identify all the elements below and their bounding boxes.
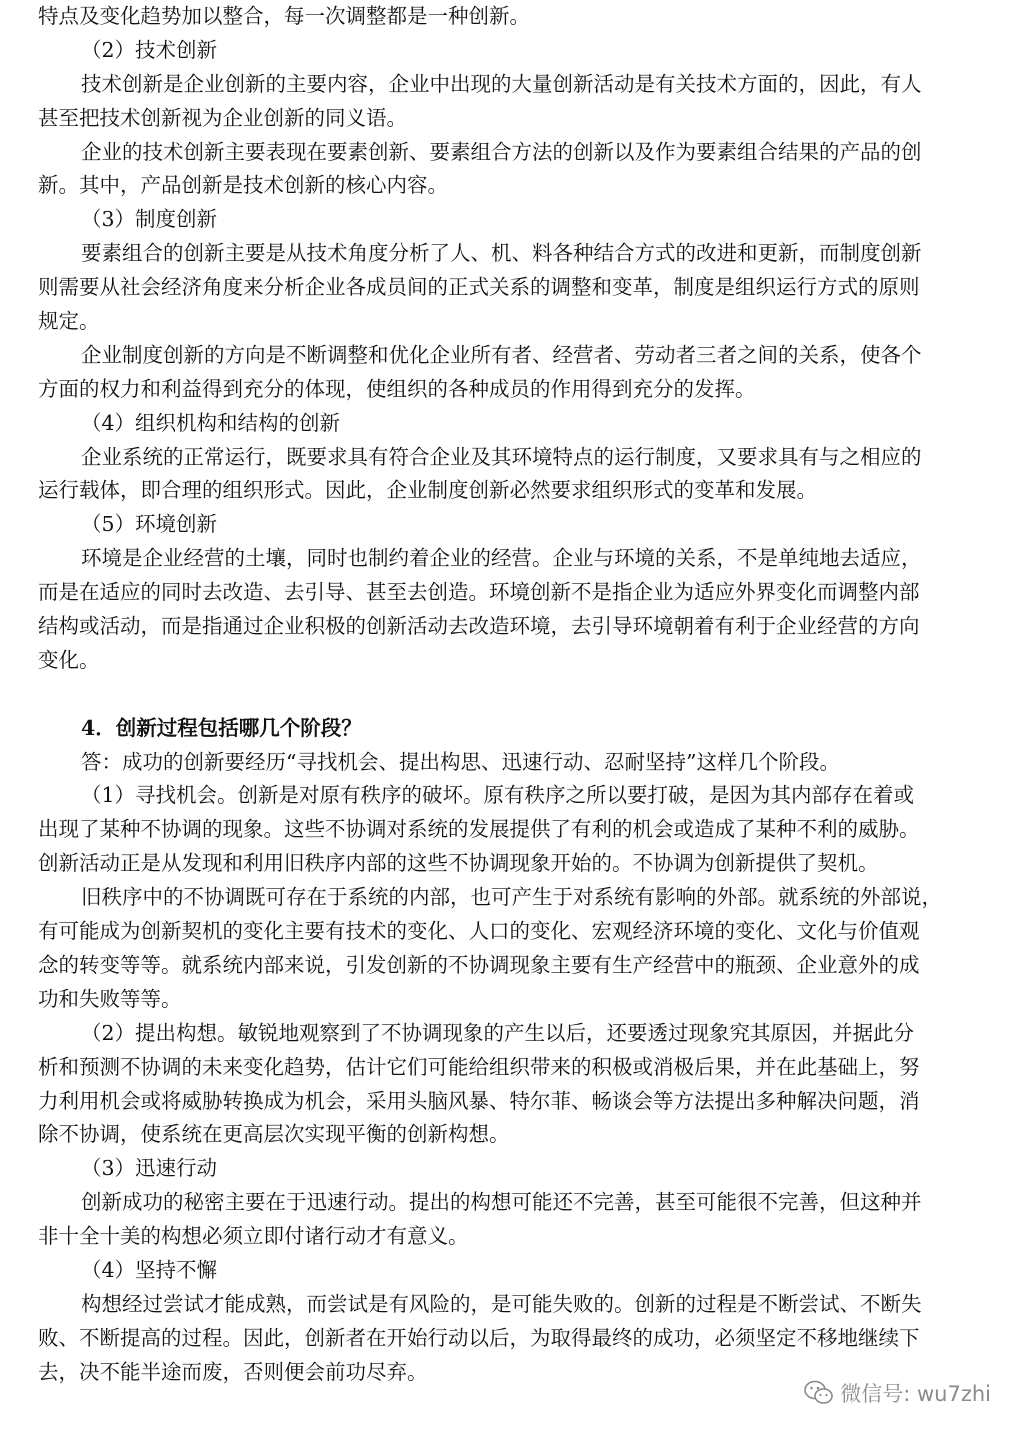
text-line: （3）制度创新 (81, 207, 218, 232)
text-line: （4）坚持不懈 (81, 1257, 218, 1282)
text-line: 创新成功的秘密主要在于迅速行动。提出的构想可能还不完善，甚至可能很不完善，但这种并 (81, 1190, 922, 1215)
question-heading: 4．创新过程包括哪几个阶段？ (81, 715, 362, 740)
wechat-logo-icon (804, 1380, 834, 1406)
text-line: 去，决不能半途而废，否则便会前功尽弃。 (38, 1359, 428, 1384)
text-line: 变化。 (38, 647, 100, 672)
paragraph-gap (38, 678, 983, 712)
text-line: 答：成功的创新要经历“寻找机会、提出构思、迅速行动、忍耐坚持”这样几个阶段。 (81, 749, 840, 774)
text-line: 败、不断提高的过程。因此，创新者在开始行动以后，为取得最终的成功，必须坚定不移地继续下 (38, 1325, 920, 1350)
text-line: 环境是企业经营的土壤，同时也制约着企业的经营。企业与环境的关系，不是单纯地去适应， (81, 546, 922, 571)
text-line: 特点及变化趋势加以整合，每一次调整都是一种创新。 (38, 4, 530, 28)
text-line: 非十全十美的构想必须立即付诸行动才有意义。 (38, 1224, 469, 1249)
text-line: （4）组织机构和结构的创新 (81, 410, 341, 435)
text-line: 要素组合的创新主要是从技术角度分析了人、机、料各种结合方式的改进和更新，而制度创新 (81, 241, 922, 266)
text-line: 规定。 (38, 309, 100, 334)
text-line: 企业制度创新的方向是不断调整和优化企业所有者、经营者、劳动者三者之间的关系，使各个 (81, 342, 922, 367)
text-line: 力利用机会或将威胁转换成为机会，采用头脑风暴、特尔菲、畅谈会等方法提出多种解决问题，消 (38, 1088, 920, 1113)
text-line: 创新活动正是从发现和利用旧秩序内部的这些不协调现象开始的。不协调为创新提供了契机。 (38, 851, 879, 876)
text-line: （1）寻找机会。创新是对原有秩序的破坏。原有秩序之所以要打破，是因为其内部存在着或 (81, 783, 915, 808)
text-line: 而是在适应的同时去改造、去引导、甚至去创造。环境创新不是指企业为适应外界变化而调整内部 (38, 580, 920, 605)
text-line: 技术创新是企业创新的主要内容，企业中出现的大量创新活动是有关技术方面的，因此，有人 (81, 71, 922, 96)
text-line: 除不协调，使系统在更高层次实现平衡的创新构想。 (38, 1122, 510, 1147)
text-line: 功和失败等等。 (38, 986, 182, 1011)
document-page (38, 0, 983, 1390)
text-line: 念的转变等等。就系统内部来说，引发创新的不协调现象主要有生产经营中的瓶颈、企业意外的成 (38, 952, 920, 977)
text-line: 析和预测不协调的未来变化趋势，估计它们可能给组织带来的积极或消极后果，并在此基础上，努 (38, 1054, 920, 1079)
text-line: 甚至把技术创新视为企业创新的同义语。 (38, 105, 407, 130)
text-line: 企业的技术创新主要表现在要素创新、要素组合方法的创新以及作为要素组合结果的产品的创 (81, 139, 922, 164)
text-line: 运行载体，即合理的组织形式。因此，企业制度创新必然要求组织形式的变革和发展。 (38, 478, 817, 503)
text-line: 出现了某种不协调的现象。这些不协调对系统的发展提供了有利的机会或造成了某种不利的威胁。 (38, 817, 920, 842)
text-line: 新。其中，产品创新是技术创新的核心内容。 (38, 173, 448, 198)
text-line: 旧秩序中的不协调既可存在于系统的内部，也可产生于对系统有影响的外部。就系统的外部说， (81, 885, 942, 910)
text-line: （3）迅速行动 (81, 1156, 218, 1181)
text-line: 有可能成为创新契机的变化主要有技术的变化、人口的变化、宏观经济环境的变化、文化与价值观 (38, 919, 920, 944)
text-line: 企业系统的正常运行，既要求具有符合企业及其环境特点的运行制度，又要求具有与之相应的 (81, 444, 922, 469)
text-line: 则需要从社会经济角度来分析企业各成员间的正式关系的调整和变革，制度是组织运行方式的原则 (38, 275, 920, 300)
text-line: （2）技术创新 (81, 37, 218, 62)
text-line: 方面的权力和利益得到充分的体现，使组织的各种成员的作用得到充分的发挥。 (38, 376, 756, 401)
wechat-watermark (804, 1375, 991, 1411)
text-line: 构想经过尝试才能成熟，而尝试是有风险的，是可能失败的。创新的过程是不断尝试、不断失 (81, 1291, 922, 1316)
text-line: （5）环境创新 (81, 512, 218, 537)
text-line: 结构或活动，而是指通过企业积极的创新活动去改造环境，去引导环境朝着有利于企业经营的方向 (38, 614, 920, 639)
watermark-label: 微信号: wu7zhi (840, 1382, 991, 1406)
text-line: （2）提出构想。敏锐地观察到了不协调现象的产生以后，还要透过现象究其原因，并据此分 (81, 1020, 915, 1045)
